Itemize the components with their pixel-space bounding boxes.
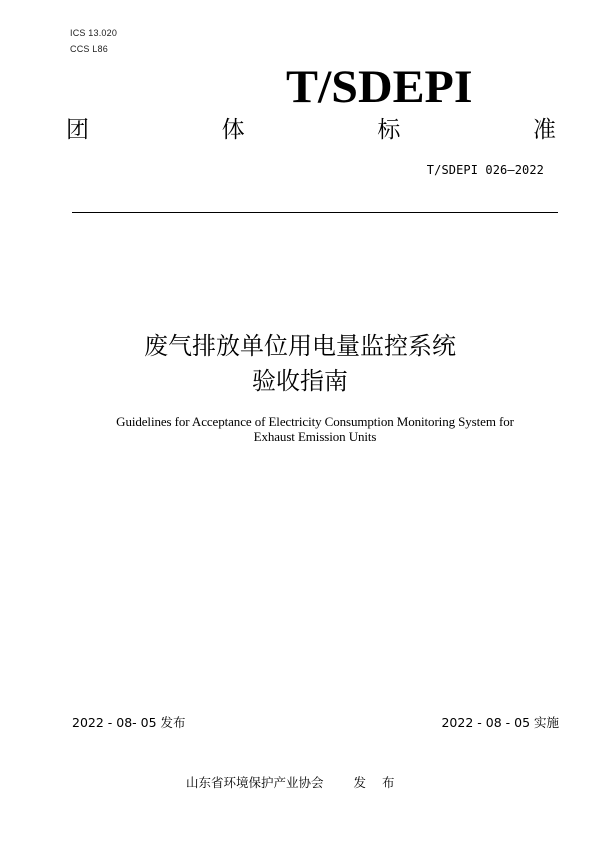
chinese-title-line-1: 废气排放单位用电量监控系统 xyxy=(144,332,456,360)
standard-logo: T/SDEPI xyxy=(286,61,473,113)
english-title-line-1: Guidelines for Acceptance of Electricity Consumption Monitoring System for xyxy=(116,414,514,429)
standard-type-char: 体 xyxy=(221,117,245,143)
issue-action-char: 发 xyxy=(353,775,367,790)
issuing-organization xyxy=(186,775,395,791)
standard-type-char: 团 xyxy=(66,117,89,143)
issue-date: 2022 - 08- 05 发布 xyxy=(72,715,186,730)
english-title xyxy=(60,414,570,444)
header-divider xyxy=(72,212,558,213)
standard-type-char: 标 xyxy=(377,117,401,143)
ccs-code: CCS L86 xyxy=(70,44,108,54)
chinese-title-line-2: 验收指南 xyxy=(252,367,348,395)
ics-code: ICS 13.020 xyxy=(70,28,118,38)
standard-type-char: 准 xyxy=(532,117,556,143)
organization-name: 山东省环境保护产业协会 xyxy=(186,775,324,790)
implementation-date: 2022 - 08 - 05 实施 xyxy=(441,715,559,730)
issue-action-char: 布 xyxy=(382,775,395,790)
english-title-line-2: Exhaust Emission Units xyxy=(253,429,377,444)
standard-type-heading xyxy=(66,116,556,144)
chinese-title xyxy=(0,330,600,397)
standard-number: T/SDEPI 026—2022 xyxy=(426,163,544,177)
